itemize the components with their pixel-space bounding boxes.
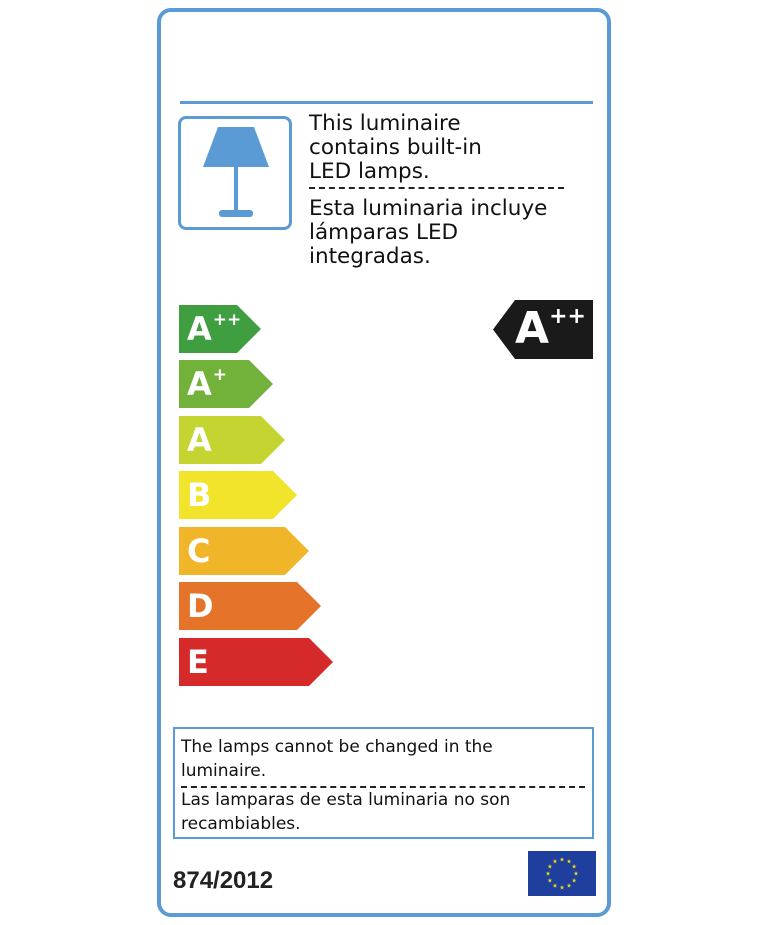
- note-text-es-line: Las lamparas de esta luminaria no son: [181, 790, 511, 810]
- class-letter: C: [187, 532, 211, 570]
- lamp-text-es: [309, 197, 547, 269]
- class-letter: D: [187, 587, 214, 625]
- class-arrow-d: [179, 582, 321, 630]
- class-arrow-e: [179, 638, 333, 686]
- lamp-text-es-line: Esta luminaria incluye: [309, 196, 548, 221]
- class-arrow-b: [179, 471, 297, 519]
- note-text-en-line: luminaire.: [181, 761, 267, 781]
- class-letter: E: [187, 643, 209, 681]
- lamp-text-en-line: contains built-in: [309, 135, 482, 160]
- class-arrow-a: [179, 416, 285, 464]
- class-superscript: ++: [212, 310, 242, 330]
- rating-superscript: ++: [549, 304, 586, 329]
- note-text-en: [181, 735, 493, 783]
- lamp-text-es-line: lámparas LED: [309, 220, 459, 245]
- class-superscript: +: [212, 365, 228, 385]
- class-arrow-c: [179, 527, 309, 575]
- lamp-text-en-line: LED lamps.: [309, 159, 430, 184]
- header-divider: [180, 101, 593, 104]
- class-letter: A: [187, 421, 212, 459]
- lamp-text-en-line: This luminaire: [309, 111, 461, 136]
- class-letter: B: [187, 476, 212, 514]
- class-letter: A: [187, 310, 212, 348]
- lamp-text-en: [309, 112, 482, 184]
- regulation-number: 874/2012: [173, 867, 274, 894]
- rating-indicator: [493, 300, 593, 359]
- class-arrow-a-plus: [179, 360, 273, 408]
- table-lamp-icon: [181, 119, 289, 227]
- note-text-es: [181, 788, 510, 836]
- class-arrow-a-plus-plus: [179, 305, 261, 353]
- note-text-en-line: The lamps cannot be changed in the: [181, 737, 493, 757]
- class-letter: A: [187, 365, 212, 403]
- eu-flag-icon: [528, 851, 596, 896]
- note-text-es-line: recambiables.: [181, 814, 301, 834]
- lamp-text-es-line: integradas.: [309, 244, 431, 269]
- lamp-icon-box: [178, 116, 292, 230]
- dashed-divider: [309, 187, 564, 189]
- rating-letter: A: [515, 303, 550, 354]
